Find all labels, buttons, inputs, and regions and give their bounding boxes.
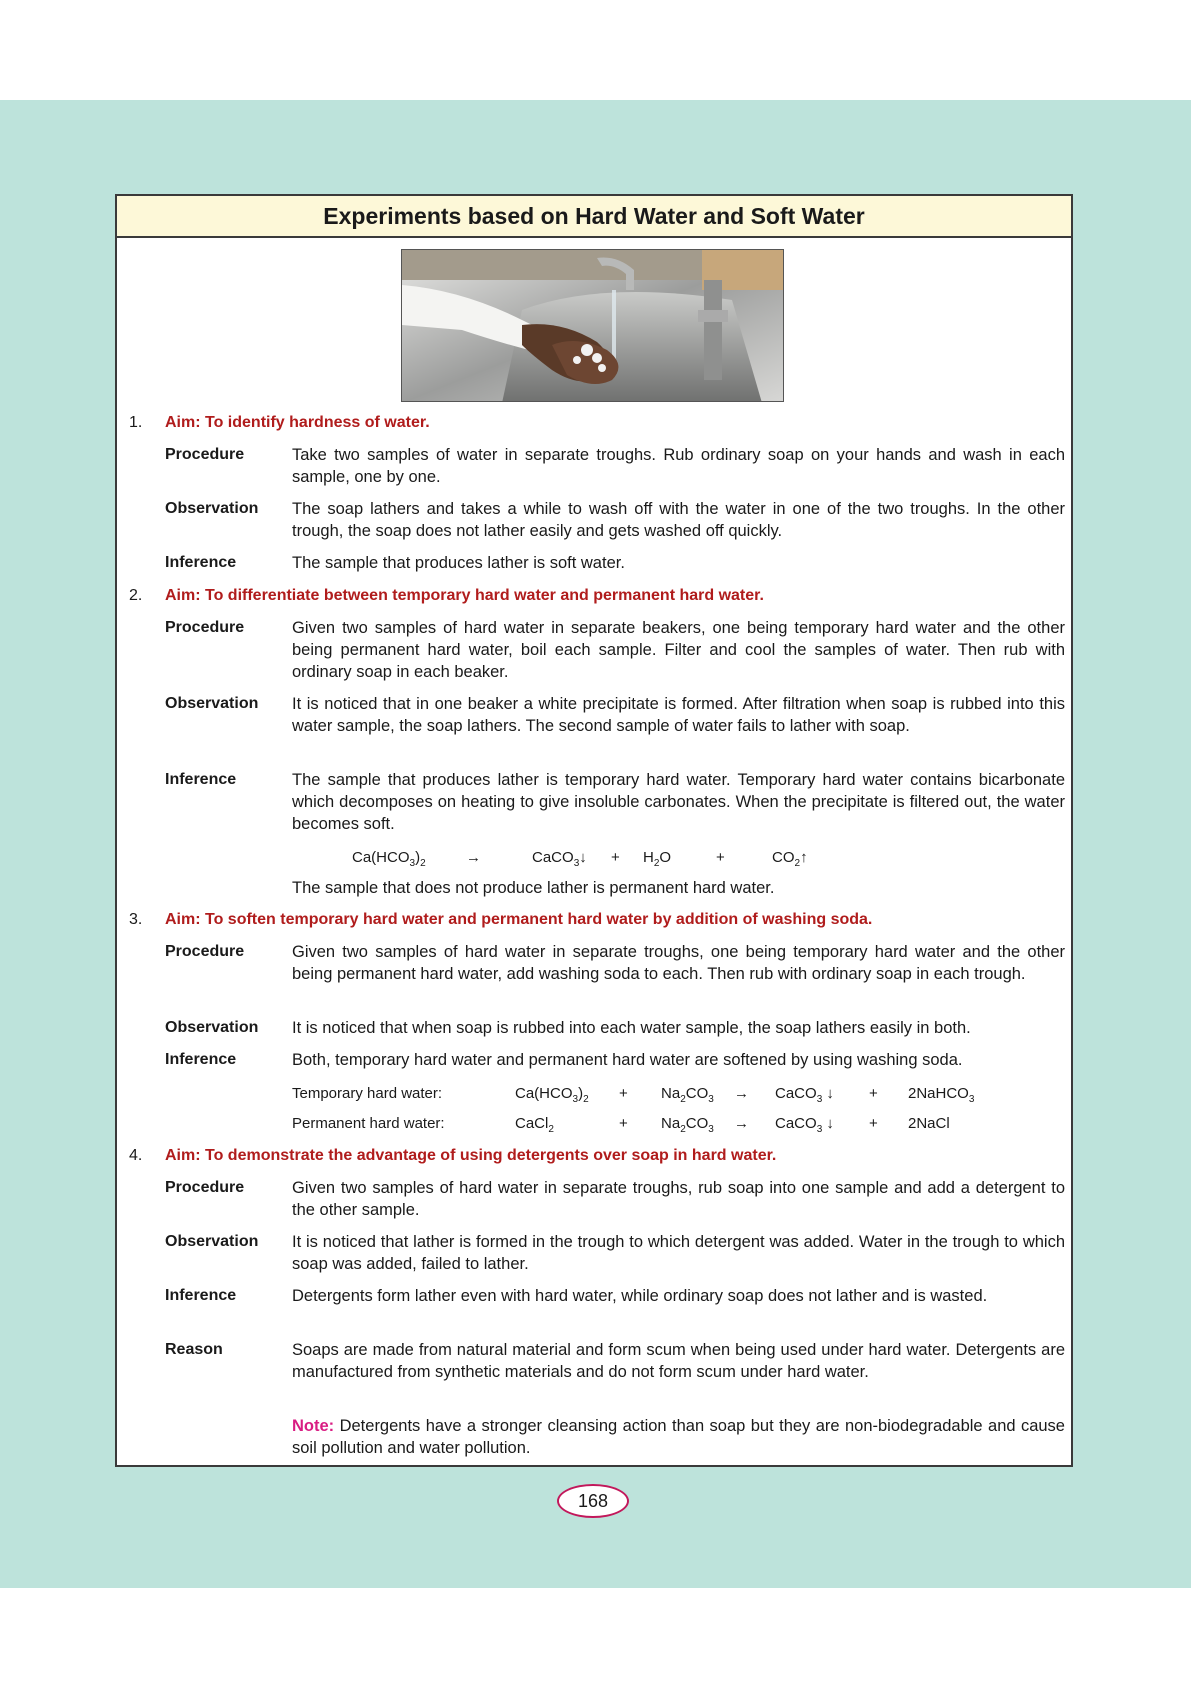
arrow-icon: →: [734, 1115, 749, 1132]
hand-washing-photo: [401, 249, 784, 402]
inference-label: Inference: [165, 1287, 237, 1304]
page-number: 168: [557, 1484, 629, 1518]
note: [292, 1415, 1065, 1459]
observation-label: Observation: [165, 695, 259, 712]
observation-label: Observation: [165, 1019, 259, 1036]
washing-soda: $Na_2CO_3$: [661, 1115, 714, 1135]
procedure-label: Procedure: [165, 1179, 245, 1196]
arrow-icon: →: [466, 849, 481, 866]
inference-label: Inference: [165, 1051, 237, 1068]
temporary-equation-label: Temporary hard water:: [292, 1085, 443, 1102]
procedure-text: Given two samples of hard water in separate troughs, rub soap into one sample and add a detergent to the other sample.: [292, 1179, 1065, 1219]
equation-product-1: CaCO$_3$ ↓: [775, 1115, 834, 1135]
experiment-3-number: 3.: [129, 911, 143, 928]
inference-label: Inference: [165, 771, 237, 788]
arrow-icon: →: [734, 1085, 749, 1102]
reason-text: Soaps are made from natural material and form scum when being used under hard water. Detergents are manufactured from synthetic materials and do not form scum under hard water.: [292, 1341, 1065, 1381]
experiment-2-aim: Aim: To differentiate between temporary hard water and permanent hard water.: [165, 587, 764, 604]
plus-sign: +: [611, 849, 620, 866]
procedure-label: Procedure: [165, 619, 245, 636]
equation-reactant: $Ca(HCO_3)_2$: [352, 849, 426, 869]
reason-label: Reason: [165, 1341, 223, 1358]
after-equation-text: The sample that does not produce lather is permanent hard water.: [292, 879, 775, 897]
experiment-2-number: 2.: [129, 587, 143, 604]
equation-reactant: CaCl$_2$: [515, 1115, 554, 1135]
equation-product-3: $CO_2↑$: [772, 849, 808, 869]
procedure-text: Given two samples of hard water in separate beakers, one being temporary hard water and the other being permanent hard water, boil each sample. Filter and cool the samples of water. Then rub with ordinary soap in each beaker.: [292, 619, 1065, 681]
equation-reactant: $Ca(HCO_3)_2$: [515, 1085, 589, 1105]
plus-sign: +: [869, 1115, 878, 1132]
experiment-3-aim: Aim: To soften temporary hard water and permanent hard water by addition of washing soda.: [165, 911, 873, 928]
experiment-1-aim: Aim: To identify hardness of water.: [165, 414, 430, 431]
inference-label: Inference: [165, 554, 237, 571]
experiment-4-number: 4.: [129, 1147, 143, 1164]
plus-sign: +: [716, 849, 725, 866]
note-label: Note:: [292, 1417, 335, 1435]
plus-sign: +: [869, 1085, 878, 1102]
procedure-label: Procedure: [165, 446, 245, 463]
equation-product-2: $H_2O$: [643, 849, 672, 869]
experiment-1-number: 1.: [129, 414, 143, 431]
observation-text: The soap lathers and takes a while to wash off with the water in one of the two troughs. In the other trough, the soap does not lather easily and gets washed off quickly.: [292, 500, 1065, 540]
equation-product-2: 2NaHCO$_3$: [908, 1085, 975, 1105]
procedure-text: Take two samples of water in separate troughs. Rub ordinary soap on your hands and wash in each sample, one by one.: [292, 446, 1065, 486]
equation-product-2: 2NaCl: [908, 1115, 950, 1132]
plus-sign: +: [619, 1115, 628, 1132]
permanent-equation-label: Permanent hard water:: [292, 1115, 445, 1132]
inference-text: Both, temporary hard water and permanent hard water are softened by using washing soda.: [292, 1051, 963, 1069]
inference-text: Detergents form lather even with hard water, while ordinary soap does not lather and is wasted.: [292, 1287, 988, 1305]
note-text: Detergents have a stronger cleansing action than soap but they are non-biodegradable and cause soil pollution and water pollution.: [292, 1417, 1065, 1457]
equation-product-1: CaCO$_3$ ↓: [775, 1085, 834, 1105]
plus-sign: +: [619, 1085, 628, 1102]
page-title: Experiments based on Hard Water and Soft Water: [117, 196, 1071, 238]
procedure-text: Given two samples of hard water in separate troughs, one being temporary hard water and the other being permanent hard water, add washing soda to each. Then rub with ordinary soap in each trough.: [292, 943, 1065, 983]
observation-text: It is noticed that in one beaker a white precipitate is formed. After filtration when soap is rubbed into this water sample, the soap lathers. The second sample of water fails to lather with soap.: [292, 695, 1065, 735]
experiment-4-aim: Aim: To demonstrate the advantage of using detergents over soap in hard water.: [165, 1147, 777, 1164]
observation-text: It is noticed that lather is formed in the trough to which detergent was added. Water in the trough to which soap was added, failed to lather.: [292, 1233, 1065, 1273]
observation-text: It is noticed that when soap is rubbed into each water sample, the soap lathers easily in both.: [292, 1019, 971, 1037]
procedure-label: Procedure: [165, 943, 245, 960]
equation-product-1: CaCO$_3$↓: [532, 849, 587, 869]
observation-label: Observation: [165, 1233, 259, 1250]
inference-text: The sample that produces lather is soft water.: [292, 554, 625, 572]
observation-label: Observation: [165, 500, 259, 517]
washing-soda: $Na_2CO_3$: [661, 1085, 714, 1105]
inference-text: The sample that produces lather is temporary hard water. Temporary hard water contains bicarbonate which decomposes on heating to give insoluble carbonates. When the precipitate is filtered out, the water becomes soft.: [292, 771, 1065, 833]
